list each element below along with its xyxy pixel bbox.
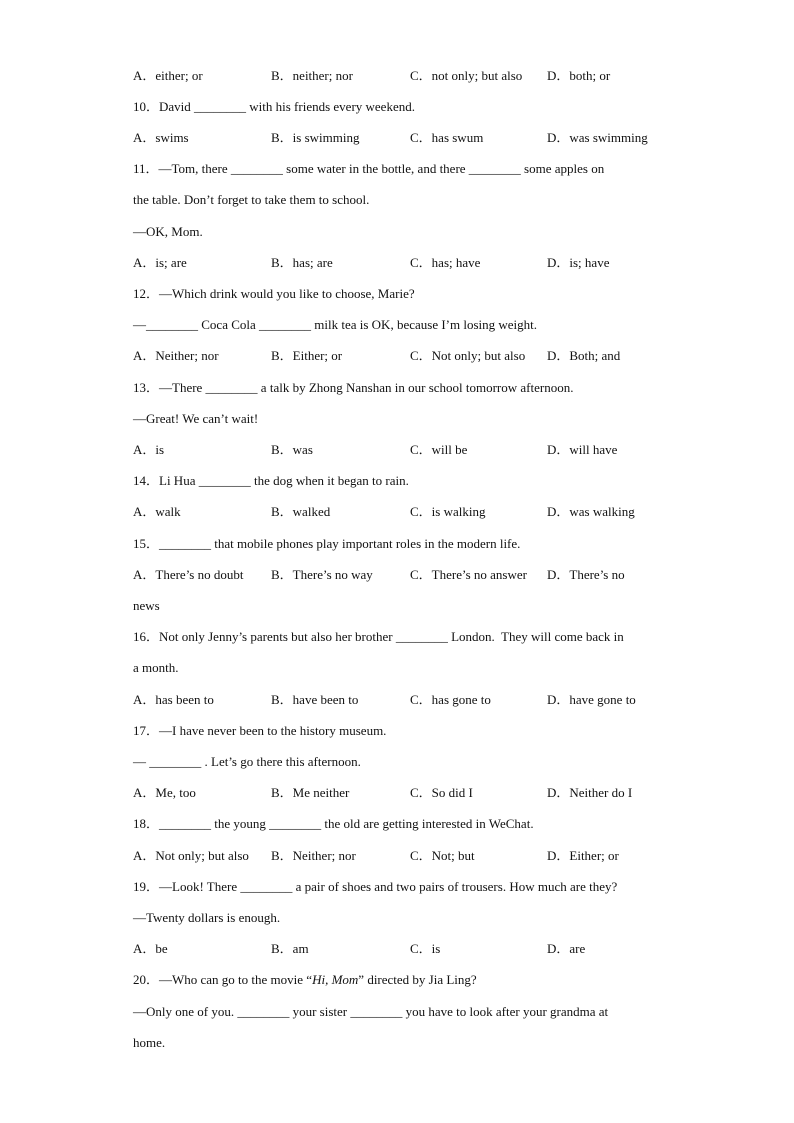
q11-option-a[interactable]: A．is; are — [133, 255, 187, 270]
q12-option-d[interactable]: D．Both; and — [547, 348, 621, 363]
q12-option-b[interactable]: B．Either; or — [271, 348, 343, 363]
q19-option-a[interactable]: A．be — [133, 941, 168, 956]
q16-stem-line2: a month. — [133, 660, 179, 675]
q12-option-c[interactable]: C．Not only; but also — [410, 348, 526, 363]
q11-reply: —OK, Mom. — [133, 224, 203, 239]
q9-option-a[interactable]: A．either; or — [133, 68, 203, 83]
q11-option-b[interactable]: B．has; are — [271, 255, 333, 270]
q12-reply: —________ Coca Cola ________ milk tea is OK, because I’m losing weight. — [133, 317, 538, 332]
q15-option-c[interactable]: C．There’s no answer — [410, 567, 527, 582]
q20-stem-pre: 20．—Who can go to the movie “ — [133, 972, 313, 987]
q14-stem: 14．Li Hua ________ the dog when it began to rain. — [133, 473, 409, 488]
q20-reply-line2: home. — [133, 1035, 166, 1050]
q13-option-c[interactable]: C．will be — [410, 442, 468, 457]
q15-option-a[interactable]: A．There’s no doubt — [133, 567, 244, 582]
q15-option-b[interactable]: B．There’s no way — [271, 567, 373, 582]
q11-option-c[interactable]: C．has; have — [410, 255, 481, 270]
q13-option-b[interactable]: B．was — [271, 442, 313, 457]
q16-stem-line1: 16．Not only Jenny’s parents but also her brother ________ London. They will come back in — [133, 629, 624, 644]
q20-movie-title: Hi, Mom — [312, 972, 359, 987]
q17-stem: 17．—I have never been to the history museum. — [133, 723, 387, 738]
q18-option-b[interactable]: B．Neither; nor — [271, 848, 356, 863]
q14-option-c[interactable]: C．is walking — [410, 504, 486, 519]
q19-option-d[interactable]: D．are — [547, 941, 586, 956]
q14-option-a[interactable]: A．walk — [133, 504, 181, 519]
q9-option-b[interactable]: B．neither; nor — [271, 68, 353, 83]
q19-stem: 19．—Look! There ________ a pair of shoes and two pairs of trousers. How much are they? — [133, 879, 618, 894]
q10-option-b[interactable]: B．is swimming — [271, 130, 360, 145]
q18-option-c[interactable]: C．Not; but — [410, 848, 475, 863]
q11-stem-line2: the table. Don’t forget to take them to school. — [133, 192, 370, 207]
q15-option-d-continued: news — [133, 598, 160, 613]
q11-option-d[interactable]: D．is; have — [547, 255, 610, 270]
q16-option-b[interactable]: B．have been to — [271, 692, 359, 707]
q9-option-d[interactable]: D．both; or — [547, 68, 611, 83]
q15-stem: 15．________ that mobile phones play important roles in the modern life. — [133, 536, 521, 551]
q13-reply: —Great! We can’t wait! — [133, 411, 259, 426]
q10-option-c[interactable]: C．has swum — [410, 130, 484, 145]
q20-stem-post: ” directed by Jia Ling? — [358, 972, 477, 987]
q19-reply: —Twenty dollars is enough. — [133, 910, 281, 925]
q17-option-d[interactable]: D．Neither do I — [547, 785, 633, 800]
q16-option-c[interactable]: C．has gone to — [410, 692, 491, 707]
q17-option-c[interactable]: C．So did I — [410, 785, 473, 800]
q10-option-d[interactable]: D．was swimming — [547, 130, 648, 145]
q18-option-a[interactable]: A．Not only; but also — [133, 848, 249, 863]
q14-option-d[interactable]: D．was walking — [547, 504, 635, 519]
q9-option-c[interactable]: C．not only; but also — [410, 68, 523, 83]
q16-option-a[interactable]: A．has been to — [133, 692, 214, 707]
q16-option-d[interactable]: D．have gone to — [547, 692, 636, 707]
q12-stem: 12．—Which drink would you like to choose, Marie? — [133, 286, 415, 301]
q19-option-c[interactable]: C．is — [410, 941, 441, 956]
q13-option-a[interactable]: A．is — [133, 442, 165, 457]
q13-stem: 13．—There ________ a talk by Zhong Nanshan in our school tomorrow afternoon. — [133, 380, 574, 395]
q20-stem — [133, 972, 477, 988]
q17-reply: — ________ . Let’s go there this afternoon. — [133, 754, 361, 769]
q18-option-d[interactable]: D．Either; or — [547, 848, 619, 863]
q14-option-b[interactable]: B．walked — [271, 504, 331, 519]
q10-stem: 10．David ________ with his friends every weekend. — [133, 99, 415, 114]
q17-option-a[interactable]: A．Me, too — [133, 785, 196, 800]
q15-option-d[interactable]: D．There’s no — [547, 567, 625, 582]
q13-option-d[interactable]: D．will have — [547, 442, 618, 457]
q10-option-a[interactable]: A．swims — [133, 130, 189, 145]
q17-option-b[interactable]: B．Me neither — [271, 785, 350, 800]
q11-stem-line1: 11．—Tom, there ________ some water in the bottle, and there ________ some apples on — [133, 161, 605, 176]
q19-option-b[interactable]: B．am — [271, 941, 309, 956]
q18-stem: 18．________ the young ________ the old are getting interested in WeChat. — [133, 816, 534, 831]
q20-reply-line1: —Only one of you. ________ your sister ________ you have to look after your grandma at — [133, 1004, 609, 1019]
q12-option-a[interactable]: A．Neither; nor — [133, 348, 219, 363]
